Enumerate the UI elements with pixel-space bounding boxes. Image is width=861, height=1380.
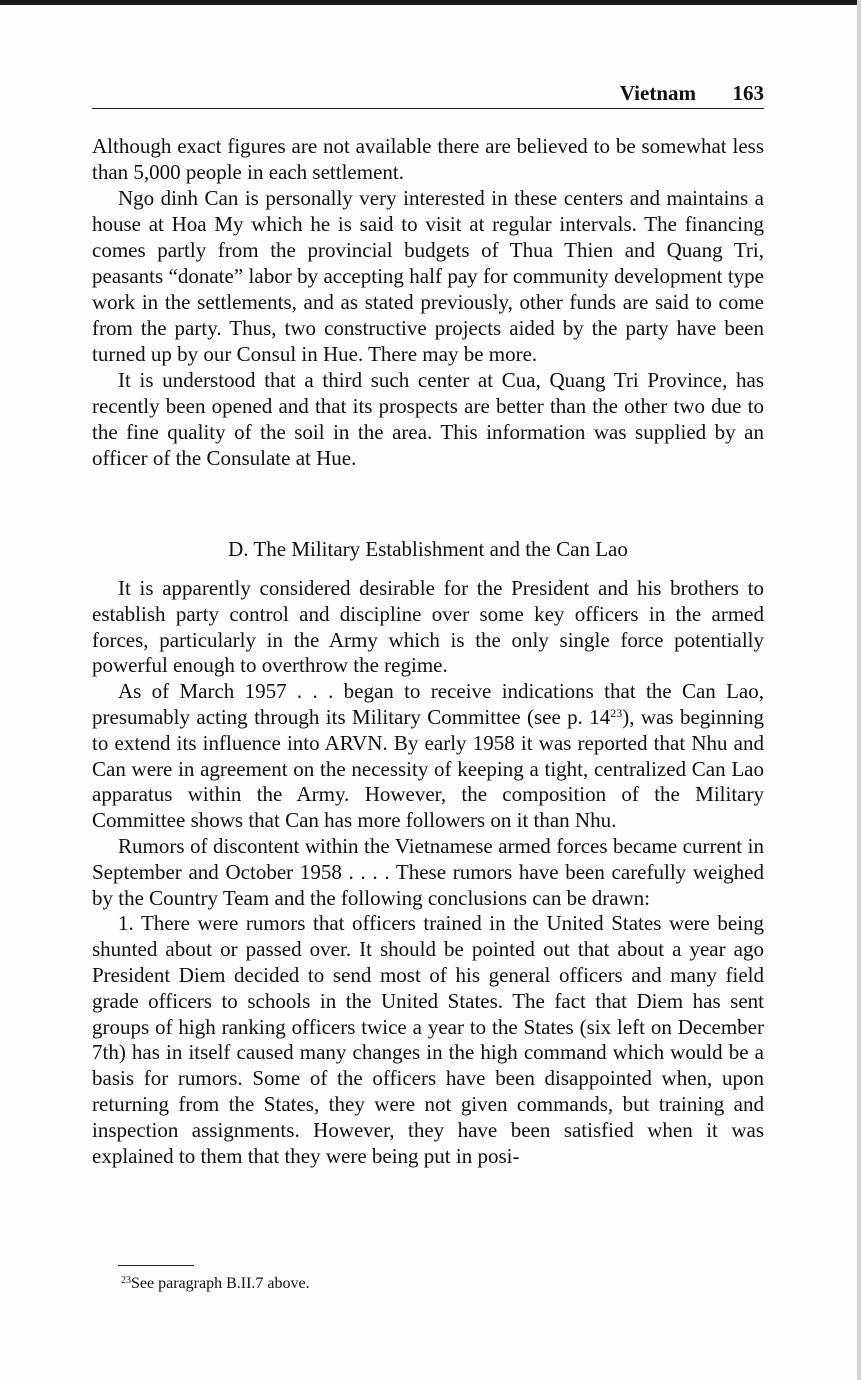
footnote-divider <box>118 1265 194 1266</box>
paragraph: Ngo dinh Can is personally very interested in these centers and maintains a house at Hoa My which he is said to visit at regular intervals. The financing comes partly from the provincial budgets of Thua Thien and Quang Tri, peasants “donate” labor by accepting half pay for community development type work in the settlements, and as stated previously, other funds are said to come from the party. Thus, two constructive projects aided by the party have been turned up by our Consul in Hue. There may be more. <box>92 186 764 366</box>
paragraph: It is apparently considered desirable for the President and his brothers to establish party control and discipline over some key officers in the armed forces, particularly in the Army which is the only single force potentially powerful enough to overthrow the regime. <box>92 576 764 678</box>
footnote-text: See paragraph B.II.7 above. <box>131 1275 310 1292</box>
running-header <box>92 80 764 109</box>
paragraph <box>92 679 764 834</box>
paragraph-text: As of March 1957 . . . began to receive indications that the Can Lao, presumably acting through its Military Committee (see p. 14 <box>92 679 764 729</box>
paragraph: Although exact figures are not available there are believed to be somewhat less than 5,000 people in each settlement. <box>92 134 764 184</box>
footnote-marker: 23 <box>121 1275 131 1286</box>
section-heading: D. The Military Establishment and the Can Lao <box>228 537 628 561</box>
paragraph: 1. There were rumors that officers trained in the United States were being shunted about or passed over. It should be pointed out that about a year ago President Diem decided to send most of his general officers and many field grade officers to schools in the United States. The fact that Diem has sent groups of high ranking officers twice a year to the States (six left on December 7th) has in itself caused many changes in the high command which would be a basis for rumors. Some of the officers have been disappointed when, upon returning from the States, they were not given commands, but training and inspection assignments. However, they have been satisfied when it was explained to them that they were being put in posi- <box>92 911 764 1168</box>
page-number: 163 <box>732 81 764 105</box>
body-text-top <box>92 133 764 471</box>
paragraph: Rumors of discontent within the Vietnamese armed forces became current in September and October 1958 . . . . These rumors have been carefully weighed by the Country Team and the following conclusions can be drawn: <box>92 833 764 910</box>
top-border <box>0 0 861 5</box>
paragraph-text: ), was beginning to extend its influence into ARVN. By early 1958 it was reported that Nhu and Can were in agreement on the necessity of keeping a tight, centralized Can Lao apparatus within the Army. However, the composition of the Military Committee shows that Can has more followers on it than Nhu. <box>92 704 764 833</box>
footnote <box>121 1275 310 1293</box>
paragraph: It is understood that a third such center at Cua, Quang Tri Province, has recently been opened and that its prospects are better than the other two due to the fine quality of the soil in the area. This information was supplied by an officer of the Consulate at Hue. <box>92 368 764 470</box>
header-title: Vietnam <box>619 81 696 105</box>
body-text-section <box>92 576 764 1169</box>
page-edge <box>857 0 861 1380</box>
footnote-ref: 23 <box>610 705 623 720</box>
